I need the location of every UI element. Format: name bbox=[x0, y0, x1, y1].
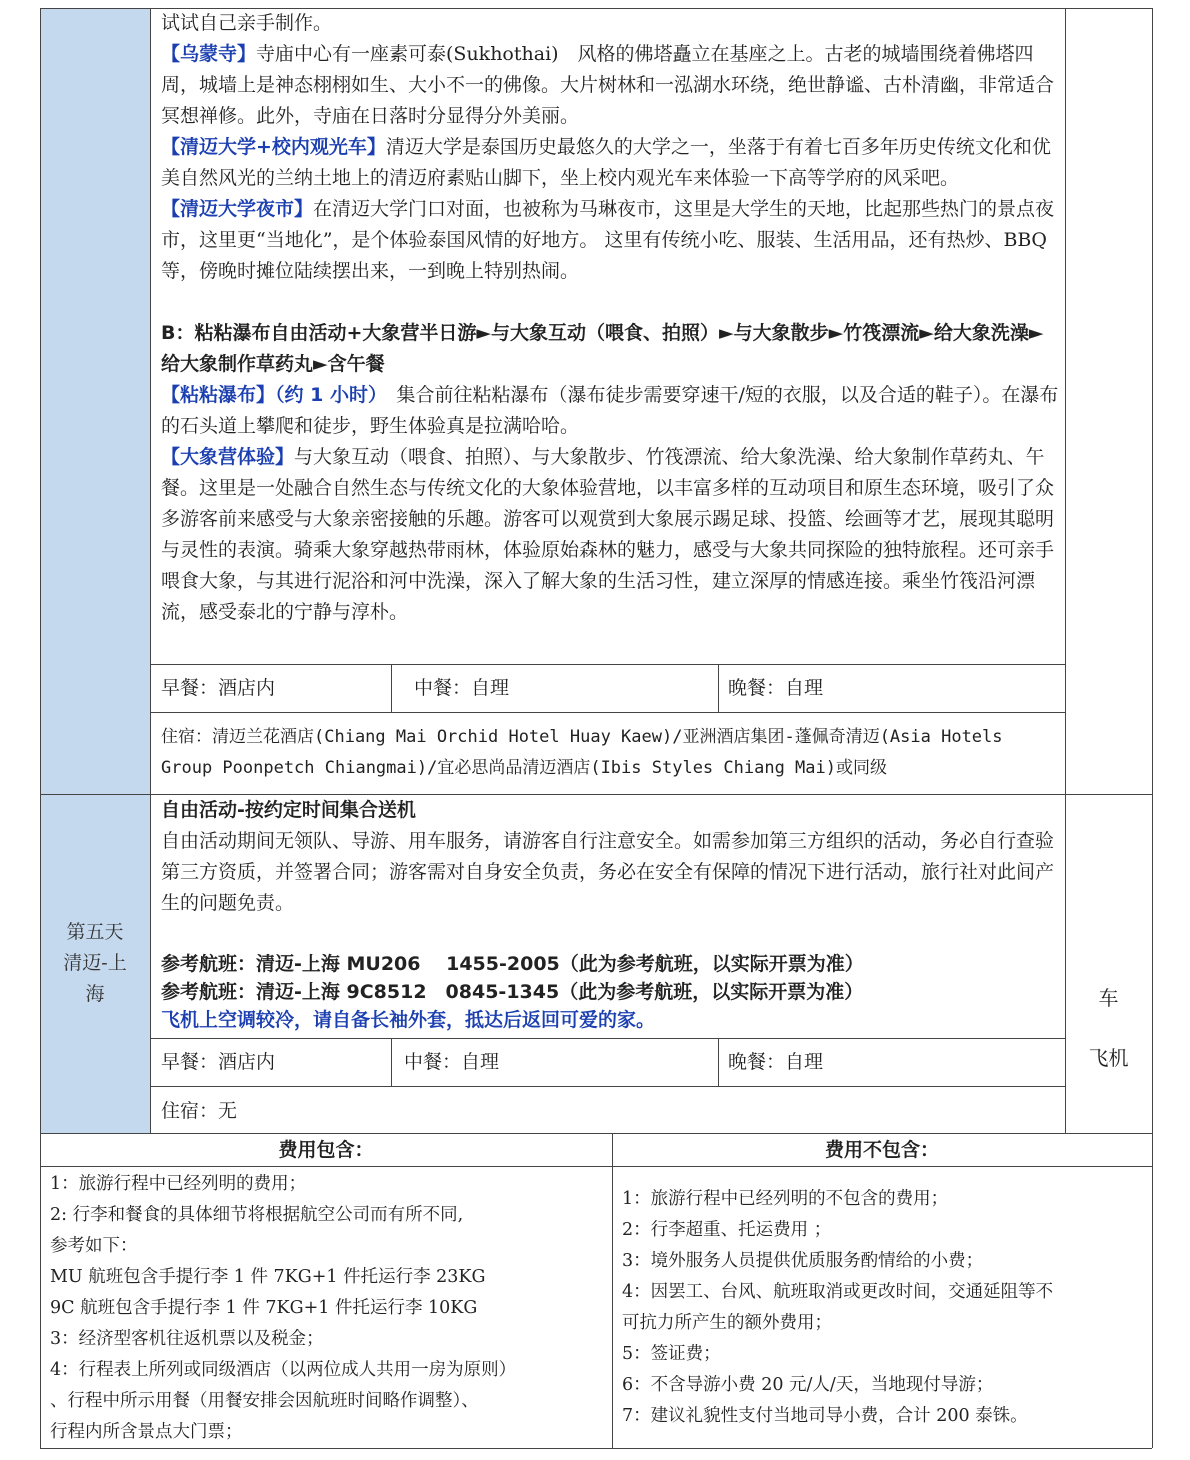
fees-included-item: 9C 航班包含手提行李 1 件 7KG+1 件托运行李 10KG bbox=[50, 1298, 478, 1318]
cmu-title: 【清迈大学+校内观光车】 bbox=[161, 136, 386, 158]
day5-day-label: 第五天 bbox=[66, 921, 124, 943]
fees-included-header: 费用包含： bbox=[278, 1139, 374, 1161]
day5-transport-car: 车 bbox=[1098, 986, 1119, 1010]
fees-excluded-item: 可抗力所产生的额外费用； bbox=[622, 1313, 832, 1333]
night-market-section bbox=[161, 194, 1061, 287]
wat-umong-title: 【乌蒙寺】 bbox=[161, 43, 257, 65]
day5-note: 飞机上空调较冷，请自备长袖外套，抵达后返回可爱的家。 bbox=[161, 1009, 656, 1031]
fees-excluded-item: 4：因罢工、台风、航班取消或更改时间，交通延阻等不 bbox=[622, 1282, 1054, 1302]
day5-transport-plane: 飞机 bbox=[1088, 1046, 1129, 1070]
day5-lunch: 中餐：自理 bbox=[404, 1051, 500, 1073]
day5-itinerary bbox=[161, 795, 1061, 1034]
fees-included-item: 参考如下： bbox=[50, 1236, 138, 1256]
day4-hotel bbox=[161, 722, 1066, 784]
elephant-title: 【大象营体验】 bbox=[161, 446, 295, 468]
cmu-section bbox=[161, 132, 1061, 194]
fees-included-item: 3：经济型客机往返机票以及税金； bbox=[50, 1329, 324, 1349]
day4-day-cell bbox=[40, 8, 150, 794]
fees-excluded-item: 5：签证费； bbox=[622, 1344, 721, 1364]
day4-dinner: 晚餐：自理 bbox=[728, 677, 824, 699]
night-market-title: 【清迈大学夜市】 bbox=[161, 198, 314, 220]
fees-excluded-list bbox=[622, 1184, 1148, 1432]
wat-umong-text: 寺庙中心有一座素可泰(Sukhothai) 风格的佛塔矗立在基座之上。古老的城墙围绕着佛塔四周，城墙上是神态栩栩如生、大小不一的佛像。大片树林和一泓湖水环绕，绝世静谧、古朴清幽，非常适合冥想禅修。此外，寺庙在日落时分显得分外美丽。 bbox=[161, 43, 1055, 127]
fees-included-item: 、行程中所示用餐（用餐安排会因航班时间略作调整）、 bbox=[50, 1391, 479, 1411]
waterfall-section bbox=[161, 380, 1061, 442]
day4-continuation: 试试自己亲手制作。 bbox=[161, 12, 333, 34]
waterfall-text: 集合前往粘粘瀑布（瀑布徒步需要穿速干/短的衣服，以及合适的鞋子）。在瀑布的石头道上攀爬和徒步，野生体验真是拉满哈哈。 bbox=[161, 384, 1059, 437]
day4-breakfast: 早餐：酒店内 bbox=[161, 677, 276, 699]
option-b-heading: B：粘粘瀑布自由活动+大象营半日游►与大象互动（喂食、拍照）►与大象散步►竹筏漂流►给大象洗澡►给大象制作草药丸►含午餐 bbox=[161, 322, 1044, 375]
wat-umong-section bbox=[161, 39, 1061, 132]
fees-excluded-item: 7：建议礼貌性支付当地司导小费，合计 200 泰铢。 bbox=[622, 1406, 1028, 1426]
waterfall-title: 【粘粘瀑布】（约 1 小时） bbox=[161, 384, 378, 406]
day5-flight-1: 参考航班：清迈-上海 MU206 1455-2005（此为参考航班，以实际开票为准） bbox=[161, 953, 864, 975]
fees-excluded-item: 6：不含导游小费 20 元/人/天，当地现付导游； bbox=[622, 1375, 994, 1395]
day4-lunch: 中餐：自理 bbox=[414, 677, 510, 699]
night-market-text: 在清迈大学门口对面，也被称为马琳夜市，这里是大学生的天地，比起那些热门的景点夜市，这里更“当地化”，是个体验泰国风情的好地方。 这里有传统小吃、服装、生活用品，还有热炒、BBQ 等，傍晚时摊位陆续摆出来，一到晚上特别热闹。 bbox=[161, 198, 1055, 282]
day5-free-title: 自由活动-按约定时间集合送机 bbox=[161, 799, 416, 821]
fees-included-item: MU 航班包含手提行李 1 件 7KG+1 件托运行李 23KG bbox=[50, 1267, 486, 1287]
fees-included-item: 2: 行李和餐食的具体细节将根据航空公司而有所不同, bbox=[50, 1205, 464, 1225]
day5-hotel: 住宿：无 bbox=[161, 1100, 238, 1122]
day5-free-text: 自由活动期间无领队、导游、用车服务，请游客自行注意安全。如需参加第三方组织的活动，务必自行查验第三方资质，并签署合同；游客需对自身安全负责，务必在安全有保障的情况下进行活动，旅行社对此间产生的问题免责。 bbox=[161, 830, 1055, 914]
fees-excluded-item: 1：旅游行程中已经列明的不包含的费用； bbox=[622, 1189, 949, 1209]
day5-flight-2: 参考航班：清迈-上海 9C8512 0845-1345（此为参考航班，以实际开票为准） bbox=[161, 981, 864, 1003]
day4-itinerary bbox=[161, 8, 1061, 628]
fees-excluded-item: 2：行李超重、托运费用 ； bbox=[622, 1220, 832, 1240]
cmu-text: 清迈大学是泰国历史最悠久的大学之一，坐落于有着七百多年历史传统文化和优美自然风光的兰纳土地上的清迈府素贴山脚下，坐上校内观光车来体验一下高等学府的风采吧。 bbox=[161, 136, 1051, 189]
day5-breakfast: 早餐：酒店内 bbox=[161, 1051, 276, 1073]
fees-included-list bbox=[50, 1169, 610, 1448]
day5-transport bbox=[1065, 983, 1152, 1073]
fees-included-item: 行程内所含景点大门票； bbox=[50, 1422, 243, 1442]
day5-dinner: 晚餐：自理 bbox=[728, 1051, 824, 1073]
day4-hotel-line1: 住宿：清迈兰花酒店(Chiang Mai Orchid Hotel Huay Kaew)/亚洲酒店集团-蓬佩奇清迈(Asia Hotels bbox=[161, 727, 1003, 747]
elephant-section bbox=[161, 442, 1061, 628]
day5-label bbox=[40, 917, 150, 1010]
fees-excluded-item: 3：境外服务人员提供优质服务酌情给的小费； bbox=[622, 1251, 984, 1271]
day4-hotel-line2: Group Poonpetch Chiangmai)/宜必思尚品清迈酒店(Ibis Styles Chiang Mai)或同级 bbox=[161, 758, 887, 778]
fees-included-item: 1：旅游行程中已经列明的费用； bbox=[50, 1174, 307, 1194]
day5-route: 清迈-上海 bbox=[63, 952, 127, 1005]
elephant-text: 与大象互动（喂食、拍照）、与大象散步、竹筏漂流、给大象洗澡、给大象制作草药丸、午餐。这里是一处融合自然生态与传统文化的大象体验营地，以丰富多样的互动项目和原生态环境，吸引了众多游客前来感受与大象亲密接触的乐趣。游客可以观赏到大象展示踢足球、投篮、绘画等才艺，展现其聪明与灵性的表演。骑乘大象穿越热带雨林，体验原始森林的魅力，感受与大象共同探险的独特旅程。还可亲手喂食大象，与其进行泥浴和河中洗澡，深入了解大象的生活习性，建立深厚的情感连接。乘坐竹筏沿河漂流，感受泰北的宁静与淳朴。 bbox=[161, 446, 1055, 623]
fees-excluded-header: 费用不包含： bbox=[824, 1139, 939, 1161]
fees-included-item: 4：行程表上所列或同级酒店（以两位成人共用一房为原则） bbox=[50, 1360, 517, 1380]
